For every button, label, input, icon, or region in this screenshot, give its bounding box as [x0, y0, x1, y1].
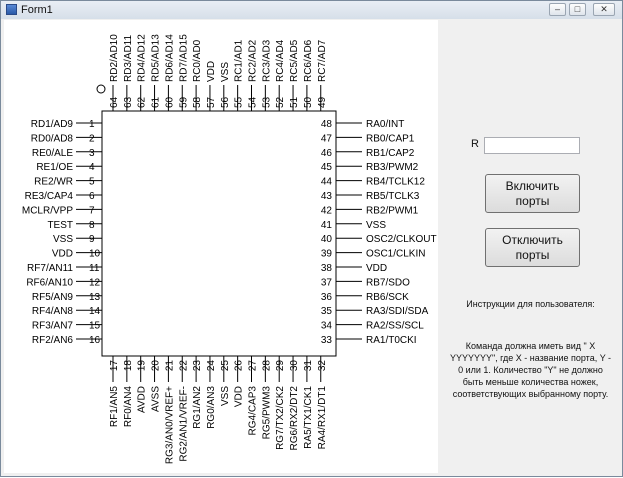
- pin-number: 43: [320, 191, 332, 202]
- pin-label: RC7/AD7: [316, 39, 328, 82]
- pin-label: VDD: [366, 263, 388, 274]
- pin-number: 12: [89, 277, 101, 289]
- minimize-button[interactable]: –: [549, 3, 566, 16]
- pin-number: 51: [289, 96, 301, 108]
- pin-label: RB0/CAP1: [366, 133, 415, 145]
- pin-label: RD6/AD14: [164, 34, 176, 82]
- chip-diagram: [4, 20, 438, 473]
- pin-label: RD0/AD8: [30, 133, 73, 145]
- pin-number: 15: [89, 320, 101, 332]
- pin-number: 28: [261, 360, 273, 372]
- pin-label: RC6/AD6: [302, 39, 314, 82]
- pin-number: 53: [261, 96, 273, 108]
- pin1-marker-icon: [97, 85, 105, 93]
- pin-number: 9: [89, 234, 95, 246]
- pin-label: RC4/AD4: [275, 39, 287, 82]
- pin-label: RG2/AN1/VREF-: [178, 386, 190, 462]
- pin-number: 48: [320, 119, 332, 130]
- pin-label: RE2/WR: [34, 176, 73, 188]
- pin-number: 34: [320, 320, 332, 332]
- pin-number: 29: [275, 360, 287, 372]
- pin-number: 41: [320, 219, 332, 231]
- instructions-title: Инструкции для пользователя:: [466, 299, 595, 309]
- pin-number: 10: [89, 248, 101, 260]
- pin-label: RG6/RX2/DT2: [289, 386, 301, 451]
- pin-number: 46: [320, 147, 332, 159]
- pin-label: OSC2/CLKOUT: [366, 234, 437, 246]
- close-button[interactable]: ✕: [593, 3, 615, 16]
- form-client-area: [4, 20, 619, 473]
- title-bar[interactable]: [1, 1, 622, 19]
- maximize-button[interactable]: □: [569, 3, 586, 16]
- pin-number: 38: [320, 263, 332, 274]
- pin-number: 5: [89, 176, 95, 188]
- disable-ports-button[interactable]: Отключить порты: [485, 228, 580, 267]
- pin-number: 45: [320, 162, 332, 174]
- pin-number: 14: [89, 306, 101, 318]
- pin-number: 64: [109, 96, 120, 108]
- pin-number: 3: [89, 147, 95, 159]
- pin-label: RD5/AD13: [150, 34, 162, 82]
- pin-number: 31: [302, 360, 314, 372]
- pin-number: 62: [136, 96, 148, 108]
- pin-number: 26: [233, 360, 245, 372]
- app-icon: [6, 4, 17, 15]
- pin-number: 54: [247, 96, 259, 108]
- pin-label: RC3/AD3: [261, 39, 273, 82]
- pin-label: RG7/TX2/CK2: [275, 386, 287, 450]
- pin-label: RA3/SDI/SDA: [366, 306, 429, 318]
- pin-number: 33: [320, 335, 332, 346]
- pin-label: RF0/AN4: [122, 386, 134, 428]
- pin-label: VSS: [219, 61, 231, 82]
- pin-label: RG3/AN0/VREF+: [164, 386, 176, 465]
- pin-label: RE0/ALE: [31, 147, 73, 159]
- pin-label: RG0/AN3: [205, 386, 217, 429]
- pin-label: RG5/PWM3: [261, 386, 273, 440]
- pin-label: RA0/INT: [366, 119, 405, 130]
- pin-label: RG4/CAP3: [247, 386, 259, 436]
- pin-number: 8: [89, 219, 95, 231]
- pin-label: AVSS: [150, 386, 162, 412]
- chip-body: [102, 111, 336, 356]
- pin-label: RF7/AN11: [27, 263, 73, 274]
- pin-number: 19: [136, 360, 148, 372]
- pin-label: RA2/SS/SCL: [366, 320, 424, 332]
- pin-number: 24: [205, 360, 217, 372]
- pin-number: 27: [247, 360, 259, 372]
- pin-label: OSC1/CLKIN: [366, 248, 426, 260]
- pin-number: 47: [320, 133, 332, 145]
- pin-label: RE3/CAP4: [24, 191, 73, 202]
- pin-label: RC5/AD5: [289, 39, 301, 82]
- pin-label: RG1/AN2: [192, 386, 204, 429]
- pin-label: MCLR/VPP: [21, 205, 73, 217]
- pin-label: VSS: [52, 234, 73, 246]
- pin-label: RE1/OE: [36, 162, 73, 174]
- pin-number: 23: [192, 360, 204, 372]
- enable-ports-button[interactable]: Включить порты: [485, 174, 580, 213]
- pin-label: RB7/SDO: [366, 277, 410, 289]
- pin-label: RA1/T0CKI: [366, 335, 417, 346]
- pin-number: 16: [89, 335, 101, 346]
- pin-number: 37: [320, 277, 332, 289]
- pin-label: RA4/RX1/DT1: [316, 386, 328, 450]
- pin-label: AVDD: [136, 386, 148, 414]
- r-input[interactable]: [484, 137, 580, 154]
- pin-number: 2: [89, 133, 95, 145]
- r-label: R: [471, 138, 479, 150]
- pin-number: 44: [320, 176, 332, 188]
- pin-number: 49: [316, 96, 328, 108]
- pin-number: 56: [219, 96, 231, 108]
- pin-label: RD1/AD9: [30, 119, 73, 130]
- pin-number: 13: [89, 291, 101, 303]
- pin-label: RA5/TX1/CK1: [302, 386, 314, 449]
- pin-number: 35: [320, 306, 332, 318]
- pin-label: RB4/TCLK12: [366, 176, 425, 188]
- pin-label: VDD: [51, 248, 73, 260]
- pin-number: 20: [150, 360, 162, 372]
- pin-number: 1: [89, 119, 95, 130]
- pin-label: RF6/AN10: [26, 277, 73, 289]
- pin-label: RD7/AD15: [178, 34, 190, 82]
- pin-number: 25: [219, 360, 231, 372]
- pin-number: 63: [122, 96, 134, 108]
- pin-label: VDD: [205, 60, 217, 82]
- pin-number: 6: [89, 191, 95, 202]
- pin-number: 18: [122, 360, 134, 372]
- pin-label: VSS: [366, 219, 387, 231]
- pin-number: 36: [320, 291, 332, 303]
- pin-number: 59: [178, 96, 190, 108]
- pin-label: RF5/AN9: [31, 291, 73, 303]
- window-title: Form1: [21, 4, 53, 16]
- pin-label: RB5/TCLK3: [366, 191, 420, 202]
- pin-number: 50: [302, 96, 314, 108]
- pin-number: 4: [89, 162, 95, 174]
- chip-pinout-svg: [4, 20, 438, 473]
- pin-number: 39: [320, 248, 332, 260]
- pin-number: 40: [320, 234, 332, 246]
- pin-label: RF3/AN7: [31, 320, 73, 332]
- pin-label: RD2/AD10: [109, 34, 120, 82]
- pin-label: RB3/PWM2: [366, 162, 419, 174]
- pin-label: RD3/AD11: [122, 34, 134, 82]
- pin-number: 7: [89, 205, 95, 217]
- pin-label: RC0/AD0: [192, 39, 204, 82]
- pin-label: RF2/AN6: [31, 335, 73, 346]
- pin-number: 61: [150, 96, 162, 108]
- control-panel: [438, 20, 619, 473]
- pin-label: VDD: [233, 386, 245, 408]
- pin-number: 32: [316, 360, 328, 372]
- pin-label: RF1/AN5: [109, 386, 120, 428]
- pin-number: 22: [178, 360, 190, 372]
- pin-label: RF4/AN8: [31, 306, 73, 318]
- pin-label: RB1/CAP2: [366, 147, 415, 159]
- pin-label: RC1/AD1: [233, 39, 245, 82]
- pin-number: 58: [192, 96, 204, 108]
- pin-number: 52: [275, 96, 287, 108]
- pin-label: RB6/SCK: [366, 291, 409, 303]
- pin-label: VSS: [219, 386, 231, 407]
- pin-number: 60: [164, 96, 176, 108]
- pin-label: RC2/AD2: [247, 39, 259, 82]
- pin-number: 57: [205, 96, 217, 108]
- pin-label: RB2/PWM1: [366, 205, 419, 217]
- pin-number: 11: [89, 263, 100, 274]
- pin-number: 21: [164, 360, 176, 372]
- instructions-text: Команда должна иметь вид " X YYYYYYY", где X - название порта, Y - 0 или 1. Количество "Y" не должно быть меньше количества ножек, соответствующих выбранному порту.: [449, 341, 612, 399]
- pin-label: RD4/AD12: [136, 34, 148, 82]
- pin-number: 55: [233, 96, 245, 108]
- pin-number: 30: [289, 360, 301, 372]
- pin-label: TEST: [47, 219, 73, 231]
- pin-number: 17: [109, 360, 120, 372]
- pin-number: 42: [320, 205, 332, 217]
